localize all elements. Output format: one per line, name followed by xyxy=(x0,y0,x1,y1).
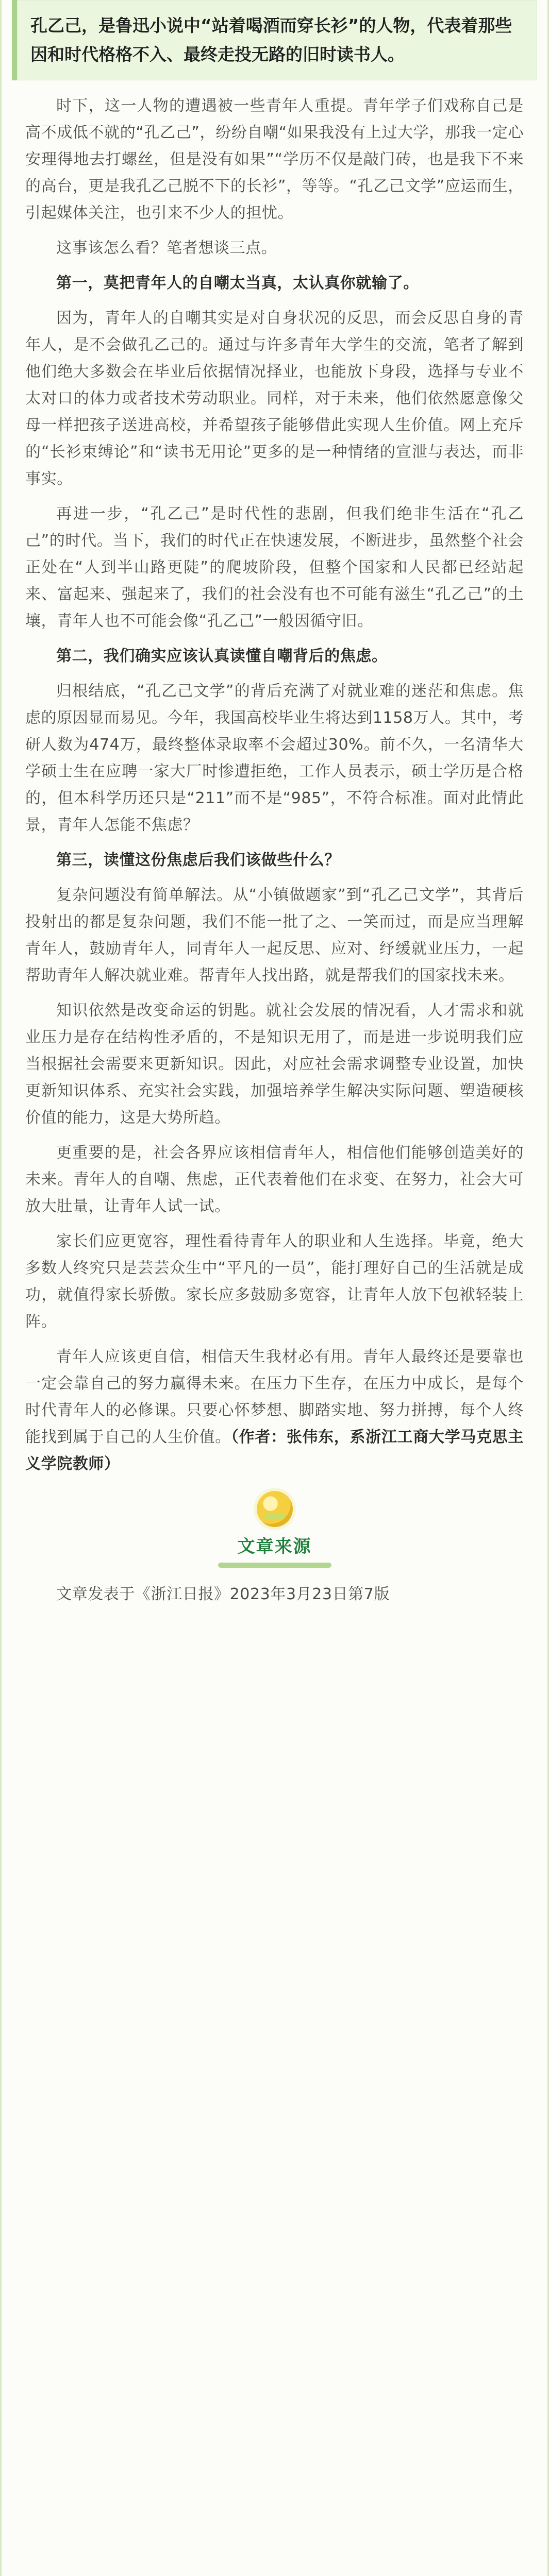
spacer xyxy=(12,1131,537,1140)
paragraph-4: 再进一步，“孔乙己”是时代性的悲剧，但我们绝非生活在“孔乙己”的时代。当下，我们的时代正在快速发展，不断进步，虽然整个社会正处在“人到半山路更陡”的爬坡阶段，但整个国家和人民都已经站起来、富起来、强起来了，我们的社会没有也不可能有滋生“孔乙己”的土壤，青年人也不可能会像“孔乙己”一般因循守旧。 xyxy=(25,505,524,630)
intro-quote xyxy=(12,0,537,80)
paragraph-9: 家长们应更宽容，理性看待青年人的职业和人生选择。毕竟，绝大多数人终究只是芸芸众生中“平凡的一员”，能打理好自己的生活就是成功，就值得家长骄傲。家长应多鼓励多宽容，让青年人放下包袱轻装上阵。 xyxy=(25,1232,524,1331)
spacer xyxy=(12,839,537,847)
closing-paragraph-text: 青年人应该更自信，相信天生我材必有用。青年人最终还是要靠也一定会靠自己的努力赢得未来。在压力下生存，在压力中成长，是每个时代青年人的必修课。只要心怀梦想、脚踏实地、努力拼搏，每个人终能找到属于自己的人生价值。 xyxy=(25,1348,524,1446)
intro-quote-text: 孔乙己，是鲁迅小说中“站着喝酒而穿长衫”的人物，代表着那些因和时代格格不入、最终走投无路的旧时读书人。 xyxy=(30,15,512,64)
paragraph-1: 时下，这一人物的遭遇被一些青年人重提。青年学子们戏称自己是高不成低不就的“孔乙己”，纷纷自嘲“如果我没有上过大学，那我一定心安理得地去打螺丝，但是没有如果”“学历不仅是敲门砖，也是我下不来的高台，更是我孔乙己脱不下的长衫”，等等。“孔乙己文学”应运而生，引起媒体关注，也引来不少人的担忧。 xyxy=(25,97,524,222)
heading-3: 第三，读懂这份焦虑后我们该做些什么？ xyxy=(56,851,340,869)
spacer xyxy=(12,1335,537,1344)
article-content xyxy=(12,0,537,1629)
spacer xyxy=(12,80,537,93)
spacer xyxy=(12,1608,537,1629)
spacer xyxy=(12,874,537,882)
spacer xyxy=(12,1220,537,1228)
heading-1: 第一，莫把青年人的自嘲太当真，太认真你就输了。 xyxy=(56,274,419,292)
author-credit: （作者：张伟东，系浙江工商大学马克思主义学院教师） xyxy=(25,1428,524,1473)
paragraph-2: 这事该怎么看？笔者想谈三点。 xyxy=(56,239,277,257)
spacer xyxy=(12,297,537,305)
heading-2: 第二，我们确实应该认真读懂自嘲背后的焦虑。 xyxy=(56,647,388,665)
paragraph-7: 知识依然是改变命运的钥匙。就社会发展的情况看，人才需求和就业压力是存在结构性矛盾的，不是知识无用了，而是进一步说明我们应当根据社会需要来更新知识。因此，对应社会需求调整专业设置，加快更新知识体系、充实社会实践，加强培养学生解决实际问题、塑造硬核价值的能力，这是大势所趋。 xyxy=(25,1002,524,1127)
spacer xyxy=(12,989,537,997)
spacer xyxy=(12,262,537,270)
source-text: 文章发表于《浙江日报》2023年3月23日第7版 xyxy=(56,1585,390,1603)
spacer xyxy=(12,493,537,501)
spacer xyxy=(12,635,537,643)
paragraph-10 xyxy=(12,1344,537,1478)
paragraph-5: 归根结底，“孔乙己文学”的背后充满了对就业难的迷茫和焦虑。焦虑的原因显而易见。今年，我国高校毕业生将达到1158万人。其中，考研人数为474万，最终整体录取率不会超过30%。前不久，一名清华大学硕士生在应聘一家大厂时惨遭拒绝，工作人员表示，硕士学历是合格的，但本科学历还只是“211”而不是“985”，不符合标准。面对此情此景，青年人怎能不焦虑？ xyxy=(25,682,524,834)
source-title: 文章来源 xyxy=(237,1536,312,1557)
source-section xyxy=(12,1491,537,1568)
source-divider xyxy=(218,1563,331,1568)
paragraph-3: 因为，青年人的自嘲其实是对自身状况的反思，而会反思自身的青年人，是不会做孔乙己的。通过与许多青年大学生的交流，笔者了解到他们绝大多数会在毕业后依据情况择业，也能放下身段，选择与专业不太对口的体力或者技术劳动职业。同样，对于未来，他们依然愿意像父母一样把孩子送进高校，并希望孩子能够借此实现人生价值。网上充斥的“长衫束缚论”和“读书无用论”更多的是一种情绪的宣泄与表达，而非事实。 xyxy=(25,309,524,488)
paragraph-6: 复杂问题没有简单解法。从“小镇做题家”到“孔乙己文学”，其背后投射出的都是复杂问题，我们不能一批了之、一笑而过，而是应当理解青年人，鼓励青年人，同青年人一起反思、应对、纾缓就业压力，一起帮助青年人解决就业难。帮青年人找出路，就是帮我们的国家找未来。 xyxy=(25,886,524,985)
spacer xyxy=(12,670,537,678)
sun-icon xyxy=(257,1491,293,1527)
paragraph-8: 更重要的是，社会各界应该相信青年人，相信他们能够创造美好的未来。青年人的自嘲、焦虑，正代表着他们在求变、在努力，社会大可放大肚量，让青年人试一试。 xyxy=(25,1144,524,1215)
spacer xyxy=(12,227,537,235)
